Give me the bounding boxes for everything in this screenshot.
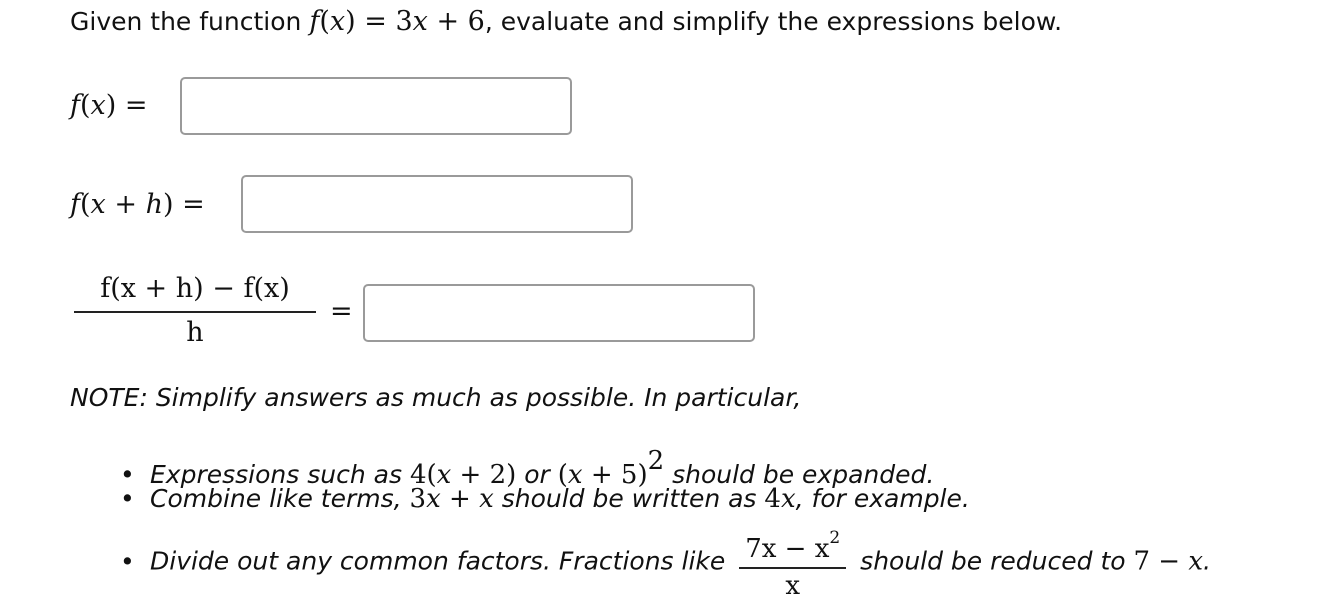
note-bullet-combine [120,484,970,514]
difference-quotient-fraction [74,270,316,353]
difference-quotient-denominator: h [186,317,204,348]
bullet-text: should be written as [493,484,765,513]
prompt-function-math: f(x) = 3x + 6 [309,6,485,37]
bullet-text: Combine like terms, [150,484,410,513]
bullet-math: (x + 5) [557,460,648,490]
fx-plus-h-label: f(x + h) = [70,189,205,220]
note-bullet-divide [120,522,1211,603]
difference-quotient-equals: = [330,296,353,327]
example-fraction-exponent: 2 [829,528,841,548]
question-prompt [70,4,1062,40]
bullet-dot-icon: • [120,460,135,489]
prompt-lead-text: Given the function [70,7,310,36]
bullet-text: , for example. [795,484,970,513]
note-heading: NOTE: Simplify answers as much as possible. In particular, [70,383,802,412]
bullet-text: Expressions such as [150,460,410,489]
bullet-dot-icon: • [120,484,135,513]
bullet-text: should be expanded. [664,460,935,489]
example-fraction-numerator: 7x − x [745,534,830,564]
example-fraction [739,522,846,603]
bullet-dot-icon: • [120,546,135,576]
prompt-tail-text: , evaluate and simplify the expressions below. [484,7,1063,36]
fx-answer-input[interactable] [180,77,572,135]
difference-quotient-numerator: f(x + h) − f(x) [100,273,290,304]
bullet-math: 7 − x [1133,546,1204,577]
fx-label: f(x) = [70,90,148,121]
bullet-text: or [516,460,558,489]
example-fraction-denominator: x [785,571,801,601]
bullet-math: 4x [764,484,796,514]
difference-quotient-answer-input[interactable] [363,284,755,342]
bullet-math: 4(x + 2) [409,460,517,490]
bullet-math-exponent: 2 [647,446,665,476]
bullet-text: . [1203,546,1211,576]
fx-plus-h-answer-input[interactable] [241,175,633,233]
bullet-text: should be reduced to [852,546,1134,576]
bullet-text: Divide out any common factors. Fractions like [150,546,734,576]
bullet-math: 3x + x [409,484,494,514]
